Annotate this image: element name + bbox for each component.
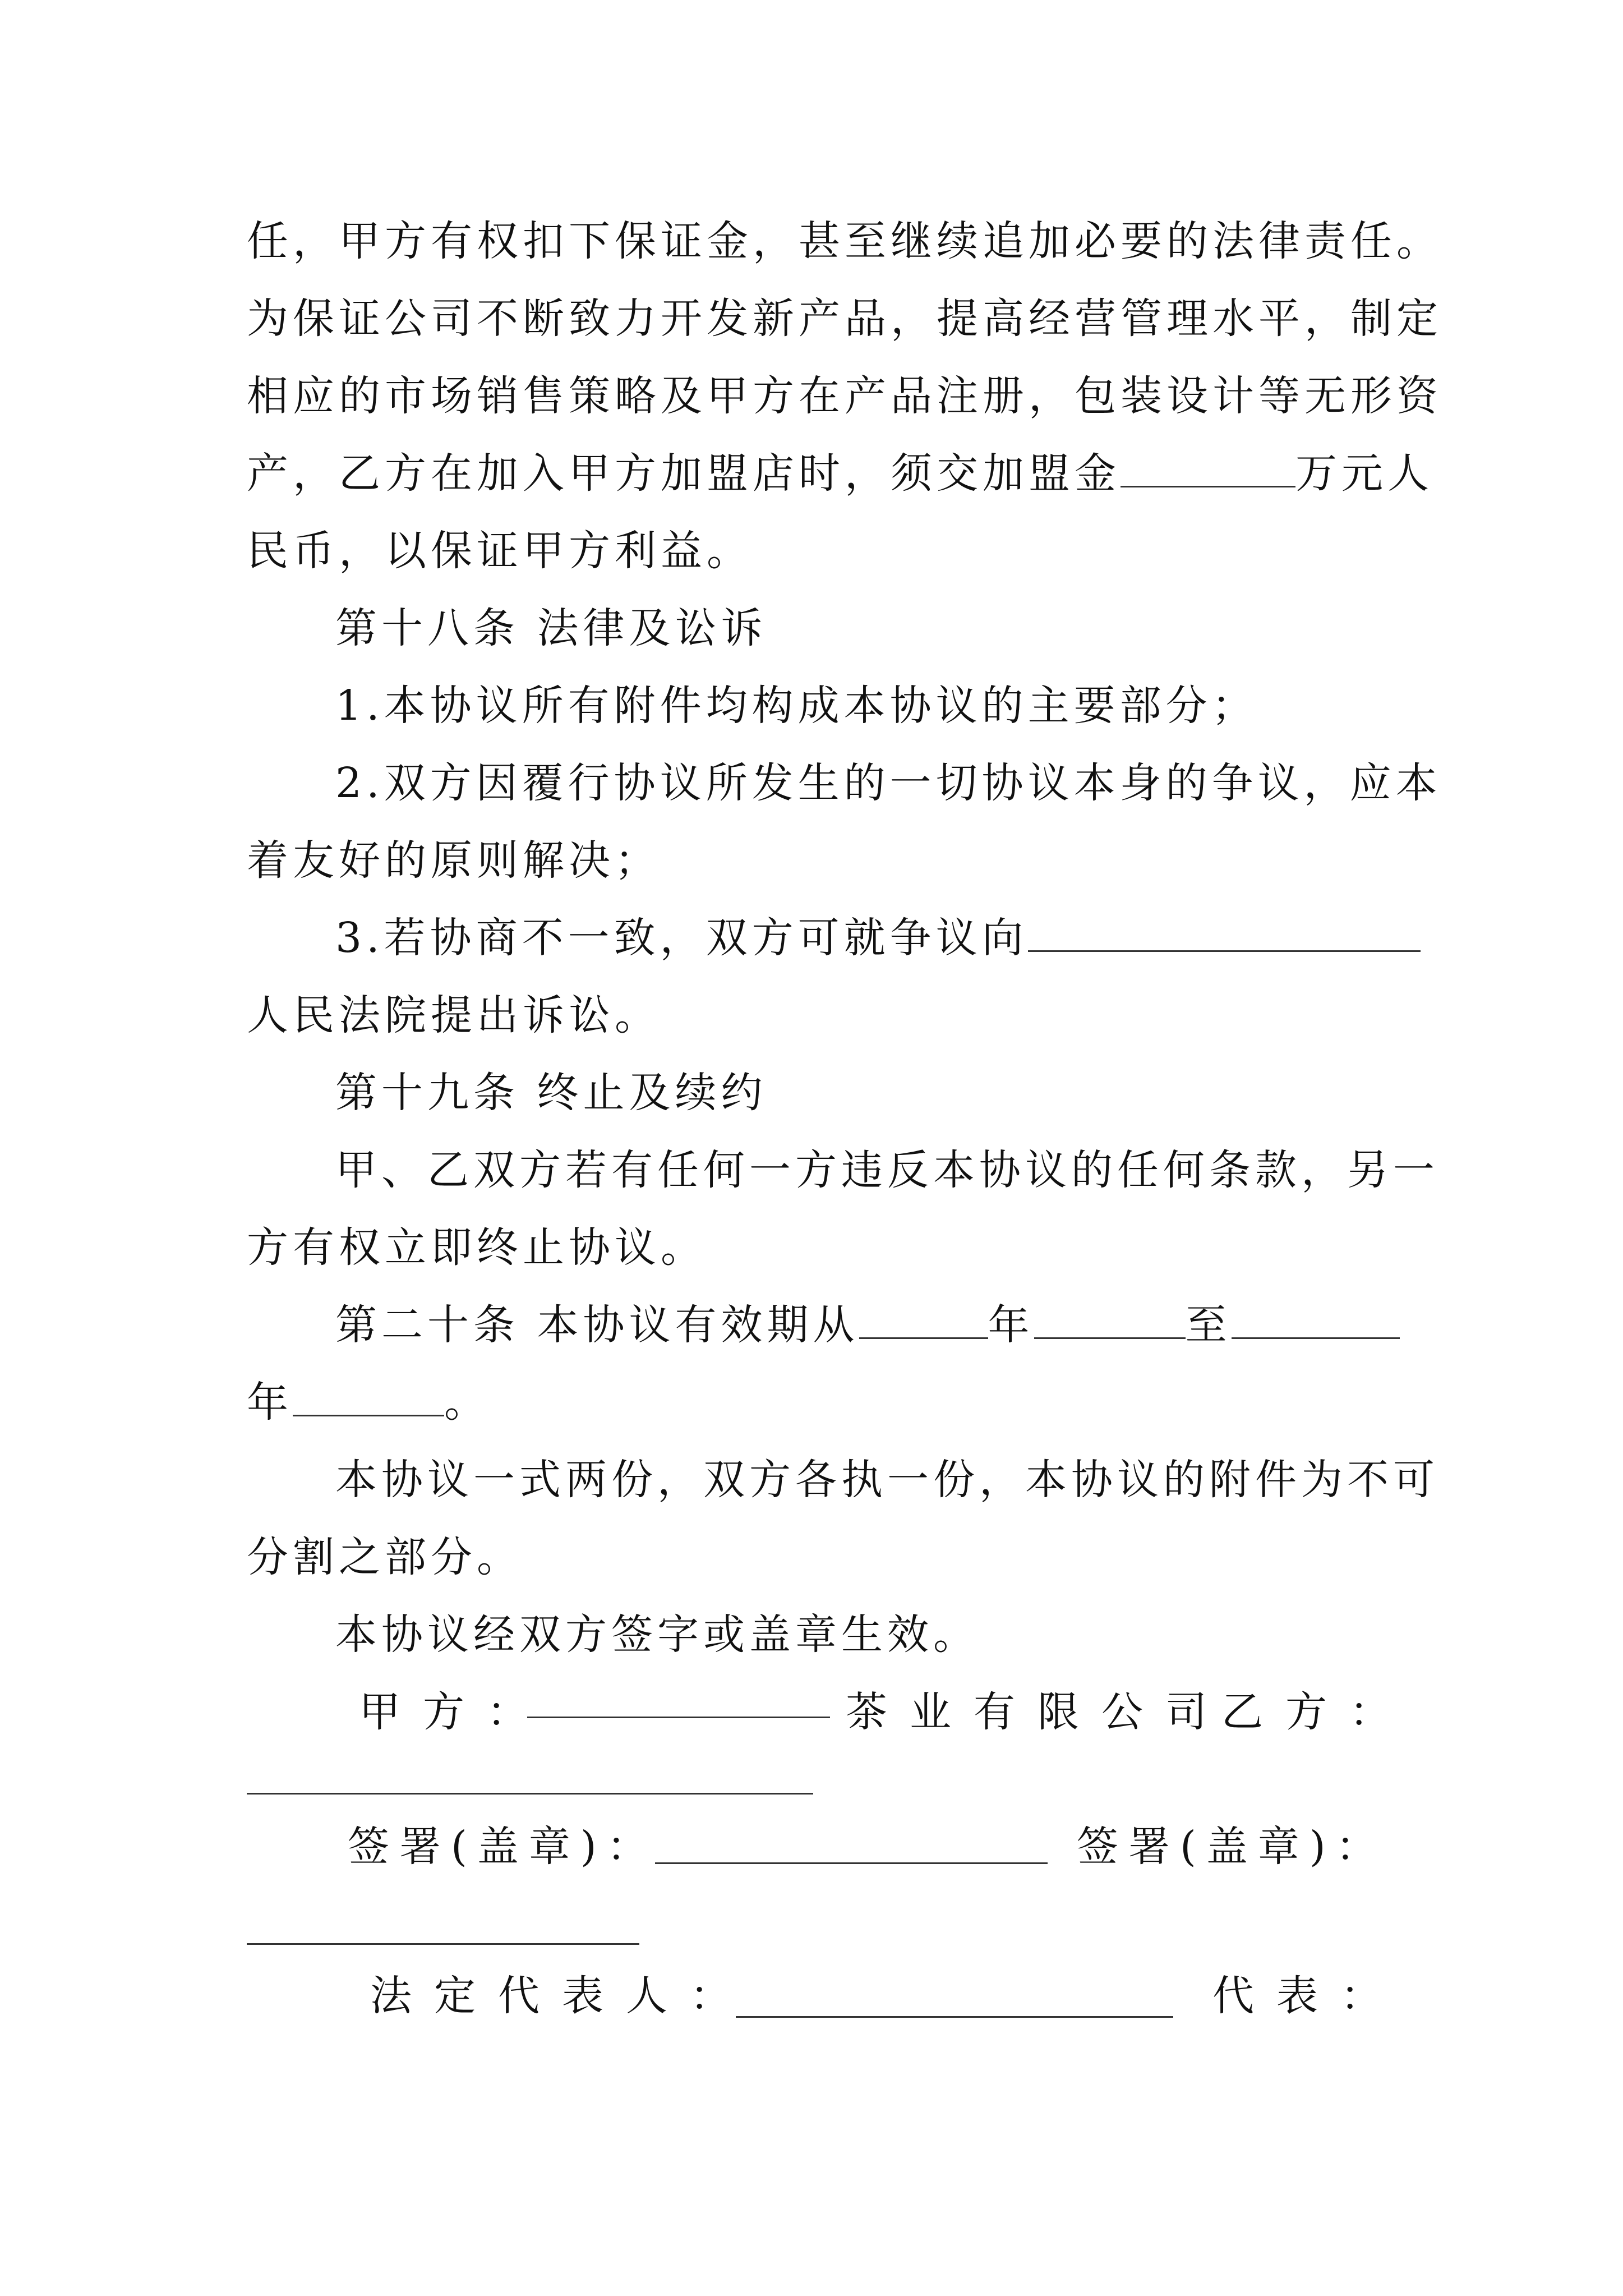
party-a-representative-line [736,2016,1173,2018]
franchise-fee-blank [1121,451,1295,487]
paragraph-line: 人民法院提出诉讼。 [247,991,661,1039]
paragraph-line: 分割之部分。 [247,1533,523,1581]
paragraph-line: 为保证公司不断致力开发新产品，提高经营管理水平，制定 [247,295,1442,343]
article-18-item-3: 3.若协商不一致，双方可就争议向 [335,910,1421,966]
article-19-text: 甲、乙双方若有任何一方违反本协议的任何条款，另一 [335,1146,1439,1194]
party-a-company: 茶业有限公司 [846,1688,1229,1736]
article-18-item-2: 2.双方因覆行协议所发生的一切协议本身的争议，应本 [335,759,1442,807]
paragraph-line: 相应的市场销售策略及甲方在产品注册，包装设计等无形资 [247,372,1442,420]
party-a-label: 甲方： [359,1688,551,1736]
article-18-heading: 第十八条 法律及讼诉 [335,604,767,652]
paragraph-line: 年 。 [247,1378,490,1427]
party-a-signature-line [655,1862,1048,1864]
end-year-blank [1232,1303,1400,1339]
paragraph-line: 民币，以保证甲方利益。 [247,527,753,575]
article-18-item-1: 1.本协议所有附件均构成本协议的主要部分； [335,682,1258,730]
paragraph-line: 着友好的原则解决； [247,836,661,885]
paragraph-line: 任，甲方有权扣下保证金，甚至继续追加必要的法律责任。 [247,217,1442,265]
article-19-heading: 第十九条 终止及续约 [335,1069,767,1117]
party-a-line [359,1684,551,1740]
party-a-representative-label: 法定代表人： [370,1972,754,2020]
party-b-name-line [247,1793,813,1795]
start-year-blank [859,1303,988,1339]
effect-clause: 本协议经双方签字或盖章生效。 [335,1611,979,1659]
party-b-signature-label: 签署(盖章)： [1077,1823,1387,1871]
court-name-blank [1028,915,1421,952]
paragraph-line: 产，乙方在加入甲方加盟店时，须交加盟金 万元人 [247,449,1433,498]
party-a-name-blank [527,1717,830,1718]
article-20-text: 第二十条 本协议有效期从 年 至 [335,1297,1400,1353]
party-b-representative-label: 代表： [1212,1972,1404,2020]
party-b-signature-line [247,1943,639,1945]
start-date-blank [1034,1303,1186,1339]
party-b-label: 乙方： [1221,1688,1413,1736]
end-date-blank [293,1380,444,1416]
paragraph-line: 方有权立即终止协议。 [247,1223,707,1272]
party-a-signature-label: 签署(盖章)： [348,1823,658,1871]
copies-clause: 本协议一式两份，双方各执一份，本协议的附件为不可 [335,1456,1439,1504]
